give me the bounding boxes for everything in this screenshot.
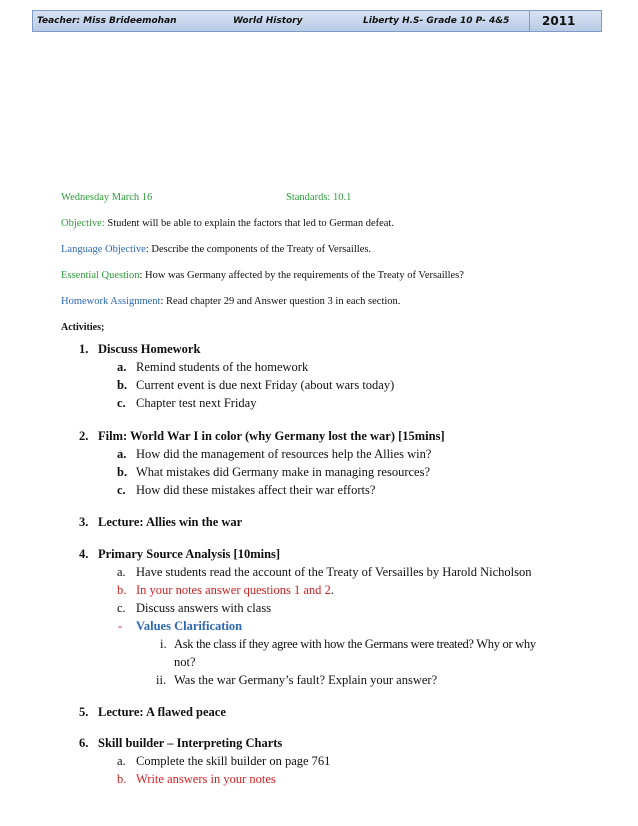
header-teacher: Teacher: Miss Brideemohan — [37, 16, 177, 26]
lesson-date: Wednesday March 16 — [61, 192, 153, 203]
activity-4c-text: Discuss answers with class — [136, 601, 272, 615]
activity-4b-marker: b. — [117, 583, 127, 597]
objective-text: Student will be able to explain the factors that led to German defeat. — [104, 218, 394, 229]
activity-1a-marker: a. — [117, 360, 127, 374]
homework-line — [61, 296, 400, 307]
activity-4b-tail: . — [330, 583, 334, 597]
activity-4-number: 4. — [79, 547, 89, 561]
activity-4a-text: Have students read the account of the Treaty of Versailles by Harold Nicholson — [136, 565, 532, 579]
language-objective-text: : Describe the components of the Treaty of Versailles. — [145, 244, 372, 255]
essential-question-text: : How was Germany affected by the requirements of the Treaty of Versailles? — [139, 270, 464, 281]
values-ii-text: Was the war Germany’s fault? Explain your answer? — [174, 673, 438, 687]
activity-4c-marker: c. — [117, 601, 126, 615]
activity-3-number: 3. — [79, 515, 89, 529]
activity-4-title: Primary Source Analysis [10mins] — [98, 547, 281, 561]
header-year: 2011 — [542, 14, 576, 28]
essential-question-line — [61, 270, 464, 281]
activity-1c-text: Chapter test next Friday — [136, 396, 257, 410]
essential-question-label: Essential Question — [61, 270, 140, 281]
header-bar — [32, 10, 602, 32]
header-school: Liberty H.S- Grade 10 P- 4&5 — [363, 16, 510, 26]
activity-6b-marker: b. — [117, 772, 127, 786]
header-divider — [529, 11, 530, 31]
activity-4a-marker: a. — [117, 565, 126, 579]
activity-6a-marker: a. — [117, 754, 126, 768]
activities-label: Activities; — [61, 322, 105, 333]
activity-1-title: Discuss Homework — [98, 342, 201, 356]
activity-2-title: Film: World War I in color (why Germany lost the war) [15mins] — [98, 429, 445, 443]
homework-label: Homework Assignment — [61, 296, 161, 307]
objective-line — [61, 218, 394, 229]
objective-label: Objective: — [61, 218, 105, 229]
activity-2c-marker: c. — [117, 483, 126, 497]
activity-2b-marker: b. — [117, 465, 128, 479]
homework-text: : Read chapter 29 and Answer question 3 in each section. — [160, 296, 401, 307]
activity-1a-text: Remind students of the homework — [136, 360, 309, 374]
activity-6-number: 6. — [79, 736, 89, 750]
values-clarification-marker: - — [118, 619, 123, 633]
language-objective-line — [61, 244, 371, 255]
activity-2a-text: How did the management of resources help the Allies win? — [136, 447, 432, 461]
language-objective-label: Language Objective — [61, 244, 146, 255]
activity-6b-text: Write answers in your notes — [136, 772, 276, 786]
activity-1b-marker: b. — [117, 378, 128, 392]
activity-2-number: 2. — [79, 429, 89, 443]
activity-5-title: Lecture: A flawed peace — [98, 705, 226, 719]
activity-1b-text: Current event is due next Friday (about wars today) — [136, 378, 395, 392]
activity-1c-marker: c. — [117, 396, 126, 410]
activity-3-title: Lecture: Allies win the war — [98, 515, 243, 529]
header-subject: World History — [233, 16, 303, 26]
values-i-continuation: not? — [174, 655, 196, 669]
values-ii-marker: ii. — [156, 673, 167, 687]
activity-1-number: 1. — [79, 342, 89, 356]
activity-2c-text: How did these mistakes affect their war efforts? — [136, 483, 376, 497]
values-clarification-title: Values Clarification — [136, 619, 243, 633]
values-i-marker: i. — [160, 637, 167, 651]
values-i-text: Ask the class if they agree with how the Germans were treated? Why or why — [174, 637, 536, 651]
activity-5-number: 5. — [79, 705, 89, 719]
activity-2a-marker: a. — [117, 447, 127, 461]
activity-2b-text: What mistakes did Germany make in managing resources? — [136, 465, 431, 479]
activity-4b-line — [136, 583, 334, 598]
activity-4b-text: In your notes answer questions 1 and 2 — [136, 583, 331, 597]
lesson-standards: Standards: 10.1 — [286, 192, 352, 203]
activity-6a-text: Complete the skill builder on page 761 — [136, 754, 331, 768]
activity-6-title: Skill builder – Interpreting Charts — [98, 736, 283, 750]
